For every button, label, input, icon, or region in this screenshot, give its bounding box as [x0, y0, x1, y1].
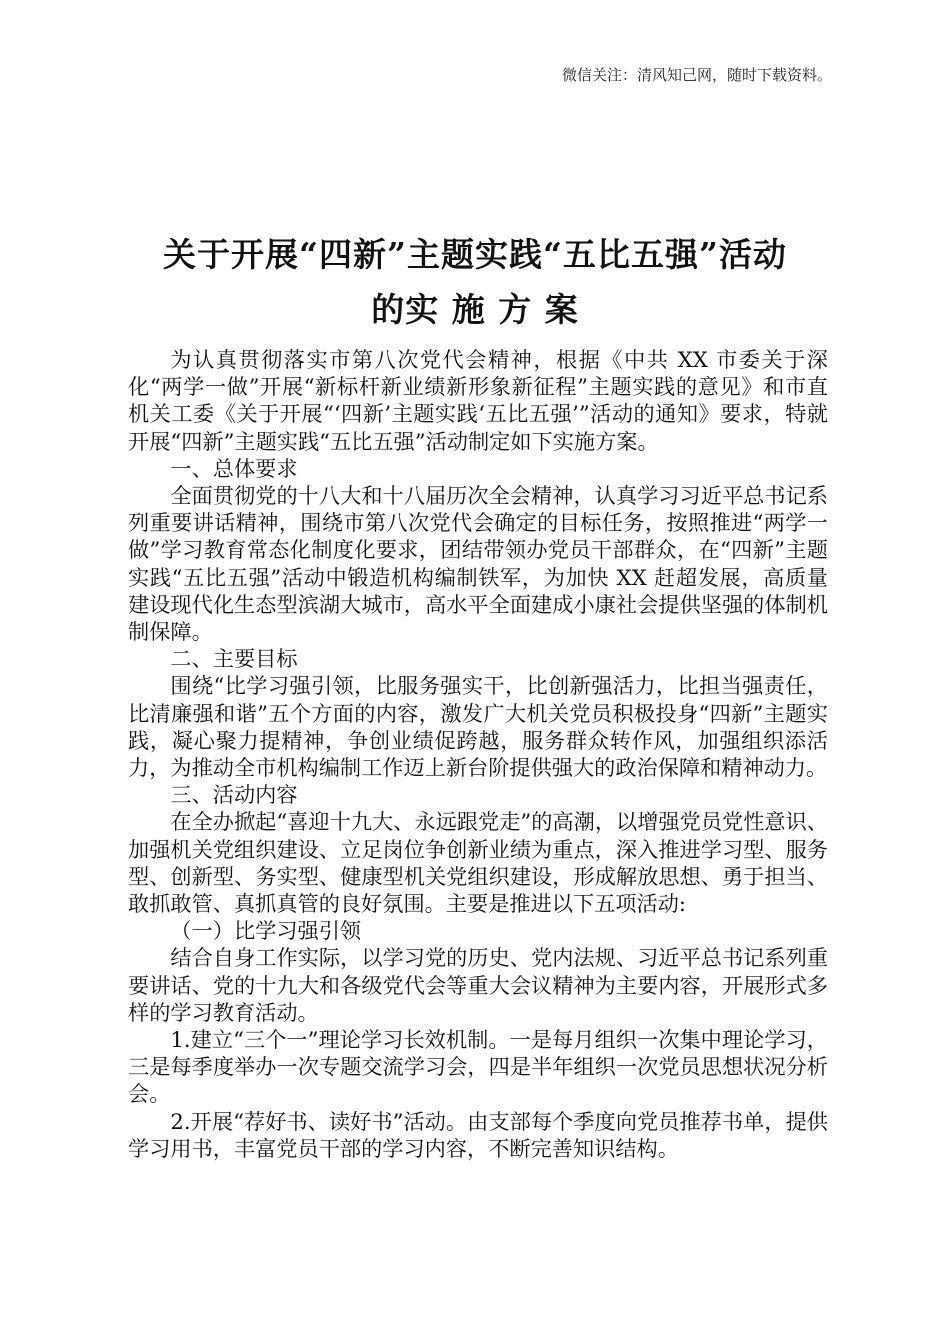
title-line-1: 关于开展“四新”主题实践“五比五强”活动	[163, 235, 787, 274]
main-goals-paragraph: 围绕“比学习强引领，比服务强实干，比创新强活力，比担当强责任，比清廉强和谐”五个方面的内容，激发广大机关党员积极投身“四新”主题实践，凝心聚力提精神，争创业绩促跨越，服务群众转作风，加强组织添活力，为推动全市机构编制工作迈上新台阶提供强大的政治保障和精神动力。	[128, 673, 828, 781]
header-note: 微信关注：清风知己网，随时下载资料。	[561, 66, 832, 84]
activity-content-paragraph: 在全办掀起“喜迎十九大、永远跟党走”的高潮，以增强党员党性意识、加强机关党组织建设、立足岗位争创新业绩为重点，深入推进学习型、服务型、创新型、务实型、健康型机关党组织建设，形成解放思想、勇于担当、敢抓敢管、真抓真管的良好氛围。主要是推进以下五项活动:	[128, 809, 828, 917]
study-paragraph: 结合自身工作实际，以学习党的历史、党内法规、习近平总书记系列重要讲话、党的十九大和各级党代会等重大会议精神为主要内容，开展形式多样的学习教育活动。	[128, 945, 828, 1025]
section-heading-general-requirements: 一、总体要求	[170, 455, 298, 481]
section-heading-main-goals: 二、主要目标	[170, 646, 298, 672]
list-item-2: 2.开展“荐好书、读好书”活动。由支部每个季度向党员推荐书单，提供学习用书，丰富党员干部的学习内容，不断完善知识结构。	[128, 1108, 828, 1161]
document-title	[100, 227, 850, 337]
section-heading-activity-content: 三、活动内容	[170, 782, 298, 808]
subsection-heading-study: （一）比学习强引领	[170, 918, 362, 944]
title-line-2: 的实 施 方 案	[371, 290, 579, 329]
document-body	[128, 346, 828, 1162]
general-requirements-paragraph: 全面贯彻党的十八大和十八届历次全会精神，认真学习习近平总书记系列重要讲话精神，围绕市第八次党代会确定的目标任务，按照推进“两学一做”学习教育常态化制度化要求，团结带领办党员干部群众，在“四新”主题实践“五比五强”活动中锻造机构编制铁军，为加快 XX 赶超发展，高质量建设现代化生态型滨湖大城市，高水平全面建成小康社会提供坚强的体制机制保障。	[128, 483, 828, 645]
list-item-1: 1.建立“三个一”理论学习长效机制。一是每月组织一次集中理论学习，三是每季度举办一次专题交流学习会，四是半年组织一次党员思想状况分析会。	[128, 1027, 828, 1107]
intro-paragraph: 为认真贯彻落实市第八次党代会精神，根据《中共 XX 市委关于深化“两学一做”开展“新标杆新业绩新形象新征程”主题实践的意见》和市直机关工委《关于开展“‘四新’主题实践‘五比五强’”活动的通知》要求，特就开展“四新”主题实践“五比五强”活动制定如下实施方案。	[128, 347, 828, 454]
